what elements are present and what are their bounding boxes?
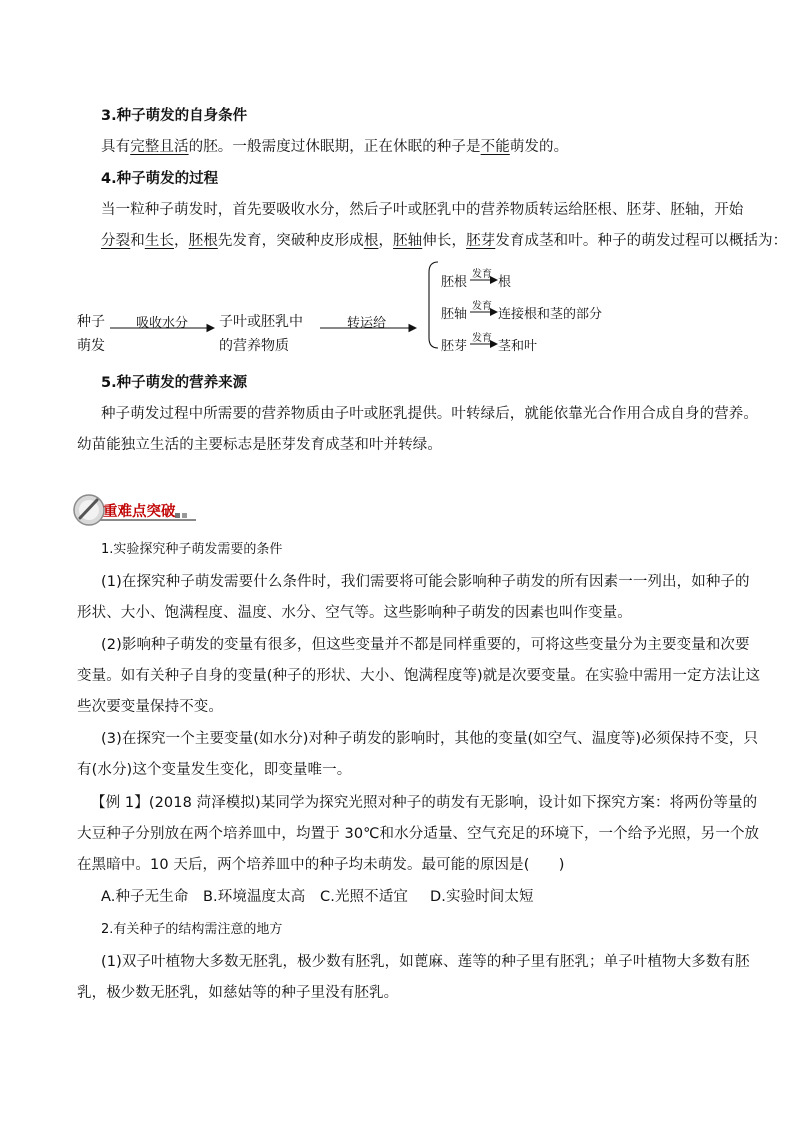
example-label: 【例 1】 bbox=[91, 795, 149, 811]
point-2-a-line-2: 乳，极少数无胚乳，如慈姑等的种子里没有胚乳。 bbox=[77, 985, 399, 1001]
arrow-label-absorb: 吸收水分 bbox=[136, 316, 189, 331]
branch-from: 胚轴 bbox=[441, 307, 468, 322]
branch-verb: 发育 bbox=[472, 269, 492, 280]
point-2-heading: 2.有关种子的结构需注意的地方 bbox=[101, 922, 283, 937]
point-1-c-line-1: (3)在探究一个主要变量(如水分)对种子萌发的影响时，其他的变量(如空气、温度等)必须保持不变，只 bbox=[101, 731, 759, 747]
nutrient-label-2: 的营养物质 bbox=[219, 338, 289, 354]
point-1-a-line-1: (1)在探究种子萌发需要什么条件时，我们需要将可能会影响种子萌发的所有因素一一列出，如种子的 bbox=[101, 574, 750, 590]
text-run: 萌发的。 bbox=[509, 139, 569, 155]
text-run: 具有 bbox=[101, 139, 131, 155]
underlined-term: 胚轴 bbox=[393, 233, 423, 249]
branch-from: 胚芽 bbox=[441, 339, 468, 354]
arrow-label-transport: 转运给 bbox=[347, 316, 387, 331]
seed-label-1: 种子 bbox=[77, 314, 105, 330]
text-run: 的胚。一般需度过休眠期，正在休眠的种子是 bbox=[188, 139, 481, 155]
example-line-1 bbox=[91, 791, 757, 812]
point-1-b-line-2: 变量。如有关种子自身的变量(种子的形状、大小、饱满程度等)就是次要变量。在实验中需用一定方法让这 bbox=[77, 668, 761, 684]
point-1-b-line-3: 些次要变量保持不变。 bbox=[77, 699, 223, 715]
branch-to: 根 bbox=[498, 275, 512, 290]
underlined-term: 根 bbox=[363, 233, 379, 249]
underlined-term: 完整且活 bbox=[130, 139, 189, 155]
branch-from: 胚根 bbox=[441, 275, 468, 290]
text-run: ， bbox=[174, 233, 189, 249]
branch-verb: 发育 bbox=[472, 301, 492, 312]
option-b: B.环境温度太高 bbox=[203, 889, 306, 905]
section-3-heading: 3.种子萌发的自身条件 bbox=[101, 108, 248, 124]
text-run: (2018 菏泽模拟)某同学为探究光照对种子的萌发有无影响，设计如下探究方案：将两份等量的 bbox=[148, 795, 758, 811]
section-5-heading: 5.种子萌发的营养来源 bbox=[101, 375, 248, 391]
nutrient-label-1: 子叶或胚乳中 bbox=[219, 314, 303, 330]
option-c: C.光照不适宜 bbox=[320, 889, 408, 905]
text-run: 发育成茎和叶。种子的萌发过程可以概括为： bbox=[495, 233, 788, 249]
branch-to: 连接根和茎的部分 bbox=[498, 307, 603, 322]
underlined-term: 胚根 bbox=[188, 233, 218, 249]
text-run: 和 bbox=[130, 233, 145, 249]
section-5-line-1: 种子萌发过程中所需要的营养物质由子叶或胚乳提供。叶转绿后，就能依靠光合作用合成自身的营养。 bbox=[101, 406, 758, 422]
example-line-3: 在黑暗中。10 天后，两个培养皿中的种子均未萌发。最可能的原因是( ) bbox=[77, 857, 565, 873]
underlined-term: 不能 bbox=[480, 139, 510, 155]
point-1-heading: 1.实验探究种子萌发需要的条件 bbox=[101, 542, 283, 557]
branch-to: 茎和叶 bbox=[498, 339, 538, 354]
example-line-2: 大豆种子分别放在两个培养皿中，均置于 30℃和水分适量、空气充足的环境下，一个给予光照，另一个放 bbox=[77, 826, 760, 842]
point-1-b-line-1: (2)影响种子萌发的变量有很多，但这些变量并不都是同样重要的，可将这些变量分为主要变量和次要 bbox=[101, 637, 750, 653]
option-d: D.实验时间太短 bbox=[430, 889, 534, 905]
underlined-term: 胚芽 bbox=[466, 233, 496, 249]
section-4-heading: 4.种子萌发的过程 bbox=[101, 171, 219, 187]
option-a: A.种子无生命 bbox=[101, 889, 189, 905]
point-2-a-line-1: (1)双子叶植物大多数无胚乳，极少数有胚乳，如蓖麻、莲等的种子里有胚乳；单子叶植物大多数有胚 bbox=[101, 954, 750, 970]
text-run: 先发育，突破种皮形成 bbox=[217, 233, 364, 249]
underlined-term: 生长 bbox=[144, 233, 175, 249]
section-5-line-2: 幼苗能独立生活的主要标志是胚芽发育成茎和叶并转绿。 bbox=[77, 437, 442, 453]
point-1-c-line-2: 有(水分)这个变量发生变化，即变量唯一。 bbox=[77, 762, 352, 778]
banner-title: 重难点突破 bbox=[103, 504, 176, 520]
section-4-line-1: 当一粒种子萌发时，首先要吸收水分，然后子叶或胚乳中的营养物质转运给胚根、胚芽、胚轴，开始 bbox=[101, 202, 744, 218]
branch-verb: 发育 bbox=[472, 333, 492, 344]
underlined-term: 分裂 bbox=[101, 233, 131, 249]
text-run: 伸长， bbox=[422, 233, 467, 249]
seed-label-2: 萌发 bbox=[77, 338, 105, 354]
text-run: ， bbox=[378, 233, 394, 249]
point-1-a-line-2: 形状、大小、饱满程度、温度、水分、空气等。这些影响种子萌发的因素也叫作变量。 bbox=[77, 605, 632, 621]
